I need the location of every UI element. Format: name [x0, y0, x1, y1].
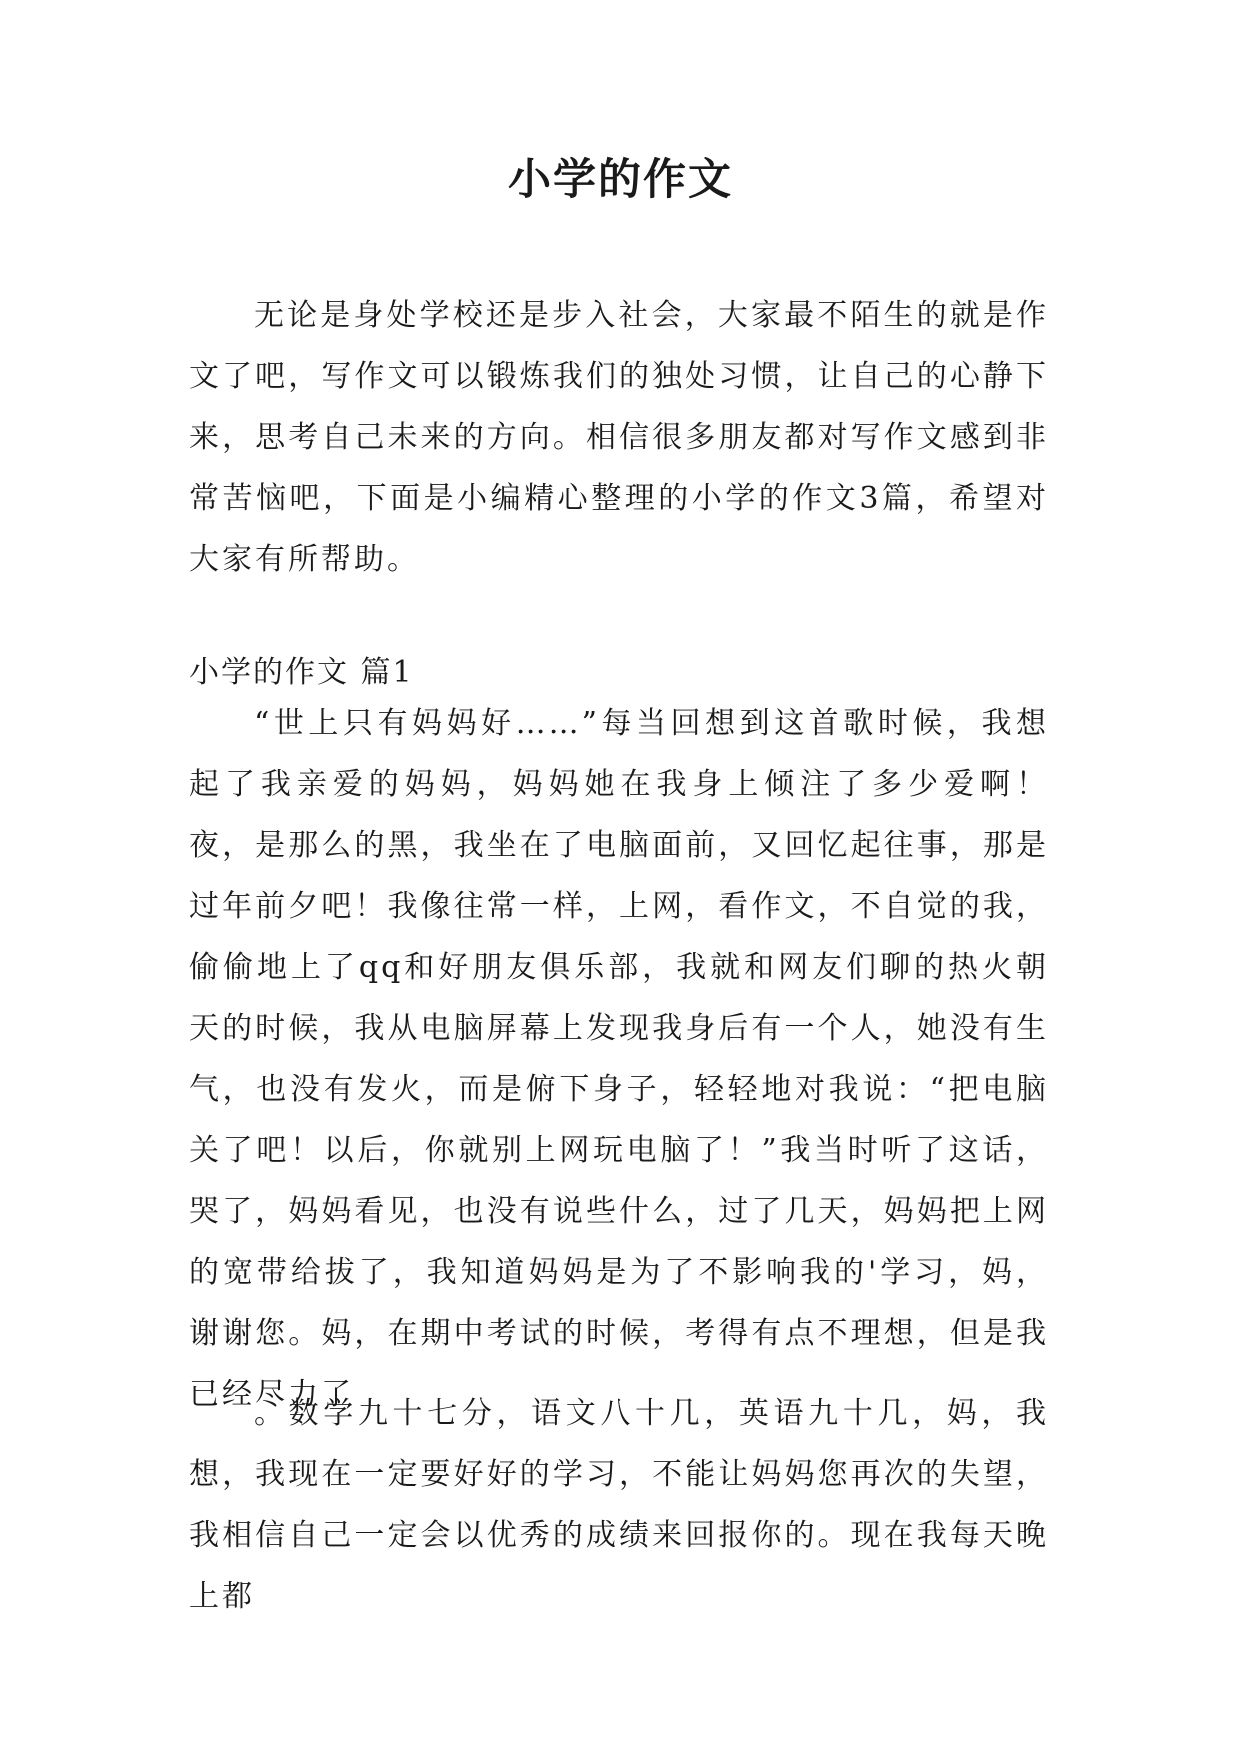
intro-paragraph: 无论是身处学校还是步入社会，大家最不陌生的就是作文了吧，写作文可以锻炼我们的独处习惯，让自己的心静下来，思考自己未来的方向。相信很多朋友都对写作文感到非常苦恼吧，下面是小编精心整理的小学的作文3篇，希望对大家有所帮助。: [189, 298, 1049, 577]
body-paragraph: “世上只有妈妈好……”每当回想到这首歌时候，我想起了我亲爱的妈妈，妈妈她在我身上倾注了多少爱啊！ 夜，是那么的黑，我坐在了电脑面前，又回忆起往事，那是过年前夕吧！我像往常一样，上网，看作文，不自觉的我，偷偷地上了qq和好朋友俱乐部，我就和网友们聊的热火朝天的时候，我从电脑屏幕上发现我身后有一个人，她没有生气，也没有发火，而是俯下身子，轻轻地对我说：“把电脑关了吧！以后，你就别上网玩电脑了！”我当时听了这话，哭了，妈妈看见，也没有说些什么，过了几天，妈妈把上网的宽带给拔了，我知道妈妈是为了不影响我的'学习，妈，谢谢您。妈，在期中考试的时候，考得有点不理想，但是我已经尽力了: [189, 706, 1049, 1412]
section-heading: 小学的作文 篇1: [189, 655, 414, 690]
body-paragraph: 。数学九十七分，语文八十几，英语九十几，妈，我想，我现在一定要好好的学习，不能让妈妈您再次的失望，我相信自己一定会以优秀的成绩来回报你的。现在我每天晚上都: [189, 1396, 1049, 1614]
document-title: 小学的作文: [508, 155, 733, 205]
